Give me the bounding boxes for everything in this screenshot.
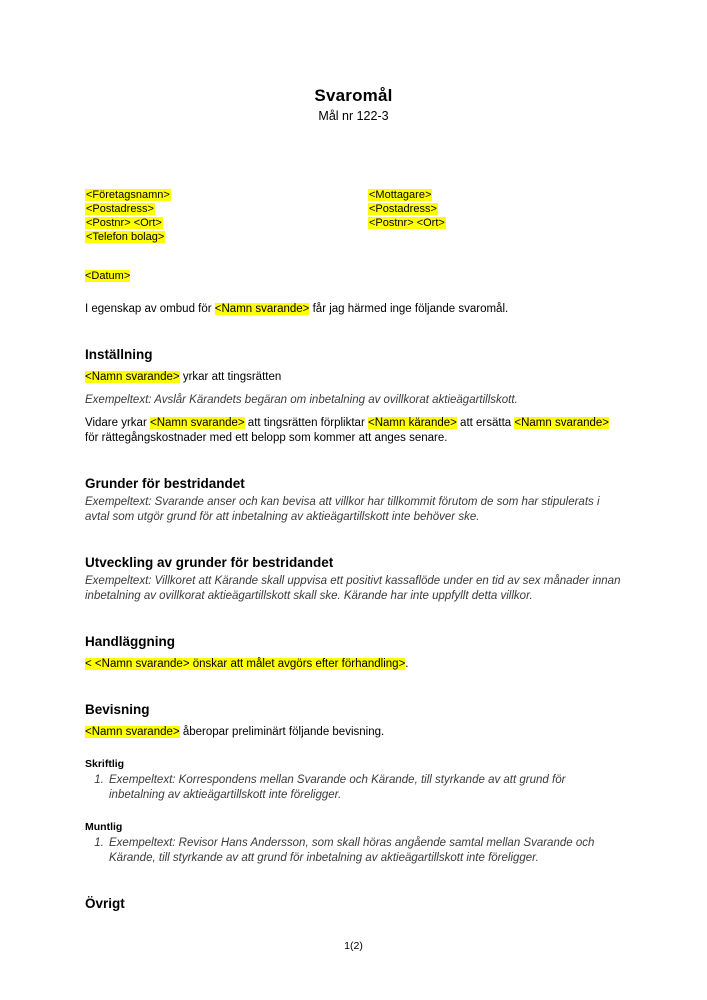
costs-ph1: <Namn svarande> bbox=[149, 417, 245, 429]
recipient-postal: <Postnr> <Ort> bbox=[369, 217, 445, 229]
handlaggning-period: . bbox=[405, 658, 409, 670]
recipient-name: <Mottagare> bbox=[369, 189, 432, 201]
subheading-skriftlig: Skriftlig bbox=[85, 758, 125, 770]
subheading-muntlig: Muntlig bbox=[85, 821, 123, 833]
costs-part2: att tingsrätten förpliktar bbox=[244, 417, 368, 429]
document-content bbox=[85, 0, 622, 919]
sender-street: <Postadress> bbox=[86, 203, 154, 215]
grunder-example: Exempeltext: Svarande anser och kan bevisa att villkor har tillkommit förutom de som har stipulerats i avtal som utgör grund för att inbetalning av aktieägartillskott inte behöver ske. bbox=[85, 496, 600, 523]
installning-line1-after: yrkar att tingsrätten bbox=[179, 371, 282, 383]
costs-part1: Vidare yrkar bbox=[85, 417, 150, 429]
intro-after: får jag härmed inge följande svaromål. bbox=[309, 303, 509, 315]
recipient-street: <Postadress> bbox=[369, 203, 437, 215]
muntlig-list bbox=[85, 836, 622, 866]
bevisning-text-after: åberopar preliminärt följande bevisning. bbox=[179, 726, 385, 738]
handlaggning-line bbox=[85, 657, 622, 672]
section-heading-ovrigt: Övrigt bbox=[85, 896, 125, 911]
sender-company: <Företagsnamn> bbox=[86, 189, 170, 201]
bevisning-placeholder: <Namn svarande> bbox=[85, 726, 180, 738]
page-title: Svaromål bbox=[314, 86, 393, 105]
bevisning-line bbox=[85, 725, 622, 740]
utveckling-example: Exempeltext: Villkoret att Kärande skall uppvisa ett positivt kassaflöde under en tid av sex månader innan inbetalning av ovillkorat aktieägartillskott skall ske. Kärande har inte uppfyllt detta villkor. bbox=[85, 575, 621, 602]
costs-part4: för rättegångskostnader med ett belopp som kommer att anges senare. bbox=[85, 432, 448, 444]
handlaggning-close-bracket: > bbox=[398, 658, 406, 670]
intro-paragraph bbox=[85, 302, 622, 317]
handlaggning-placeholder: <Namn svarande> bbox=[94, 658, 190, 670]
date-placeholder: <Datum> bbox=[85, 270, 131, 282]
section-heading-grunder: Grunder för bestridandet bbox=[85, 476, 245, 491]
costs-part3: att ersätta bbox=[456, 417, 515, 429]
date-line bbox=[85, 270, 622, 282]
costs-ph3: <Namn svarande> bbox=[514, 417, 610, 429]
sender-phone: <Telefon bolag> bbox=[86, 231, 165, 243]
section-heading-installning: Inställning bbox=[85, 347, 153, 362]
intro-placeholder: <Namn svarande> bbox=[214, 303, 310, 315]
installning-costs-line bbox=[85, 416, 622, 446]
page-footer: 1(2) bbox=[344, 940, 363, 952]
installning-claim-line bbox=[85, 370, 622, 385]
intro-before: I egenskap av ombud för bbox=[85, 303, 215, 315]
installning-example: Exempeltext: Avslår Kärandets begäran om inbetalning av ovillkorat aktieägartillskott. bbox=[85, 394, 518, 406]
section-heading-utveckling: Utveckling av grunder för bestridandet bbox=[85, 555, 334, 570]
handlaggning-open-bracket: < bbox=[85, 658, 95, 670]
sender-address bbox=[85, 189, 171, 245]
skriftlig-list bbox=[85, 773, 622, 803]
section-heading-handlaggning: Handläggning bbox=[85, 634, 175, 649]
address-block bbox=[85, 189, 622, 245]
list-item: 1. Exempeltext: Revisor Hans Andersson, som skall höras angående samtal mellan Svarande och Kärande, till styrkande av att grund för inbetalning av aktieägartillskott inte föreligger. bbox=[107, 836, 622, 866]
sender-postal: <Postnr> <Ort> bbox=[86, 217, 162, 229]
handlaggning-text-after: önskar att målet avgörs efter förhandling bbox=[189, 658, 399, 670]
installning-placeholder: <Namn svarande> bbox=[85, 371, 180, 383]
case-number: Mål nr 122-3 bbox=[318, 109, 389, 123]
section-heading-bevisning: Bevisning bbox=[85, 702, 150, 717]
recipient-address bbox=[368, 189, 446, 231]
list-item: 1. Exempeltext: Korrespondens mellan Svarande och Kärande, till styrkande av att grund för inbetalning av aktieägartillskott inte föreligger. bbox=[107, 773, 622, 803]
costs-ph2: <Namn kärande> bbox=[367, 417, 457, 429]
